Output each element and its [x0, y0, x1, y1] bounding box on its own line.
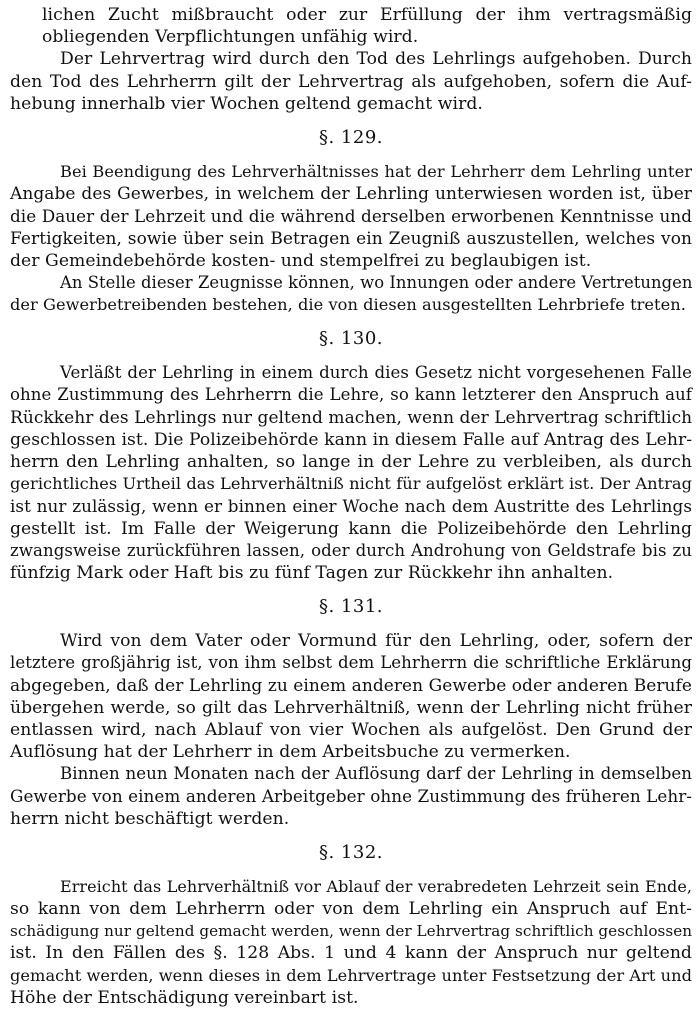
text-line: herrn den Lehrling anhalten, so lange in der Lehre zu verbleiben, als durch: [10, 452, 692, 472]
text-line: Bei Beendigung des Lehrverhältnisses hat der Lehrherr dem Lehrling unter: [60, 161, 692, 181]
s131-paragraph-1: [10, 630, 692, 763]
text-line: letztere großjährig ist, von ihm selbst dem Lehrherrn die schriftliche Erklärung: [10, 653, 692, 673]
text-line: Angabe des Gewerbes, in welchem der Lehrling unterwiesen worden ist, über: [10, 184, 692, 205]
text-line: Wird von dem Vater oder Vormund für den Lehrling, oder, sofern der: [60, 631, 692, 652]
s132-paragraph-1: [10, 876, 692, 1009]
text-line: gestellt ist. Im Falle der Weigerung kann die Polizeibehörde den Lehrling: [10, 518, 692, 539]
text-line: ist nur zulässig, wenn er binnen einer Woche nach dem Austritte des Lehrlings: [10, 496, 692, 517]
s129-paragraph-1: [10, 161, 692, 272]
text-line: An Stelle dieser Zeugnisse können, wo Innungen oder andere Vertretungen: [60, 272, 693, 292]
section-heading-130: §. 130.: [318, 328, 384, 350]
text-line: zwangsweise zurückführen lassen, oder durch Androhung von Geldstrafe bis zu: [10, 540, 692, 560]
text-line: obliegenden Verpflichtungen unfähig wird.: [42, 27, 419, 48]
text-line: lichen Zucht mißbraucht oder zur Erfüllung der ihm vertragsmäßig: [42, 5, 692, 25]
text-line: fünfzig Mark oder Haft bis zu fünf Tagen zur Rückkehr ihn anhalten.: [10, 562, 614, 583]
text-line: abgegeben, daß der Lehrling zu einem anderen Gewerbe oder anderen Berufe: [10, 675, 692, 696]
text-line: den Tod des Lehrherrn gilt der Lehrvertrag als aufgehoben, sofern die Auf-: [10, 71, 692, 92]
text-line: Der Lehrvertrag wird durch den Tod des Lehrlings aufgehoben. Durch: [60, 49, 692, 70]
text-line: ohne Zustimmung des Lehrherrn die Lehre, so kann letzterer den Anspruch auf: [10, 385, 692, 405]
section-heading-132: §. 132.: [318, 841, 384, 863]
text-line: geschlossen ist. Die Polizeibehörde kann in diesem Falle auf Antrag des Lehr-: [10, 429, 693, 450]
text-line: Erreicht das Lehrverhältniß vor Ablauf der verabredeten Lehrzeit sein Ende,: [60, 876, 692, 896]
text-line: ist. In den Fällen des §. 128 Abs. 1 und 4 kann der Anspruch nur geltend: [10, 943, 692, 964]
text-line: so kann von dem Lehrherrn oder von dem Lehrling ein Anspruch auf Ent-: [10, 899, 692, 919]
text-line: Auflösung hat der Lehrherr in dem Arbeitsbuche zu vermerken.: [10, 742, 571, 763]
s131-paragraph-2: [10, 763, 692, 830]
text-line: die Dauer der Lehrzeit und die während derselben erworbenen Kenntnisse und: [10, 206, 692, 227]
text-line: herrn nicht beschäftigt werden.: [10, 808, 290, 829]
s130-paragraph-1: [10, 362, 692, 584]
intro-paragraph-2: [10, 48, 692, 115]
s129-paragraph-2: [10, 272, 692, 316]
text-line: schädigung nur geltend gemacht werden, wenn der Lehrvertrag schriftlich geschlossen: [10, 922, 693, 941]
section-heading-129: §. 129.: [318, 126, 384, 148]
text-line: Binnen neun Monaten nach der Auflösung darf der Lehrling in demselben: [60, 764, 692, 784]
text-line: übergehen werde, so gilt das Lehrverhältniß, wenn der Lehrling nicht früher: [10, 697, 692, 718]
section-heading-131: §. 131.: [318, 596, 384, 618]
text-line: Fertigkeiten, sowie über sein Betragen ein Zeugniß auszustellen, welches von: [10, 228, 692, 249]
text-line: gemacht werden, wenn dieses in dem Lehrvertrage unter Festsetzung der Art und: [10, 965, 692, 985]
text-line: Verläßt der Lehrling in einem durch dies Gesetz nicht vorgesehenen Falle: [60, 363, 692, 383]
text-line: der Gewerbetreibenden bestehen, die von diesen ausgestellten Lehrbriefe treten.: [10, 295, 686, 315]
intro-paragraph-1: [10, 4, 692, 48]
text-line: hebung innerhalb vier Wochen geltend gemacht wird.: [10, 93, 483, 114]
text-line: Rückkehr des Lehrlings nur geltend machen, wenn der Lehrvertrag schriftlich: [10, 407, 693, 428]
text-line: Höhe der Entschädigung vereinbart ist.: [10, 987, 359, 1008]
text-line: der Gemeindebehörde kosten- und stempelfrei zu beglaubigen ist.: [10, 250, 592, 271]
text-line: gerichtliches Urtheil das Lehrverhältniß nicht für aufgelöst erklärt ist. Der Antrag: [10, 474, 692, 494]
text-line: Gewerbe von einem anderen Arbeitgeber ohne Zustimmung des früheren Lehr-: [10, 786, 692, 807]
text-line: entlassen wird, nach Ablauf von vier Wochen als aufgelöst. Den Grund der: [10, 719, 692, 740]
